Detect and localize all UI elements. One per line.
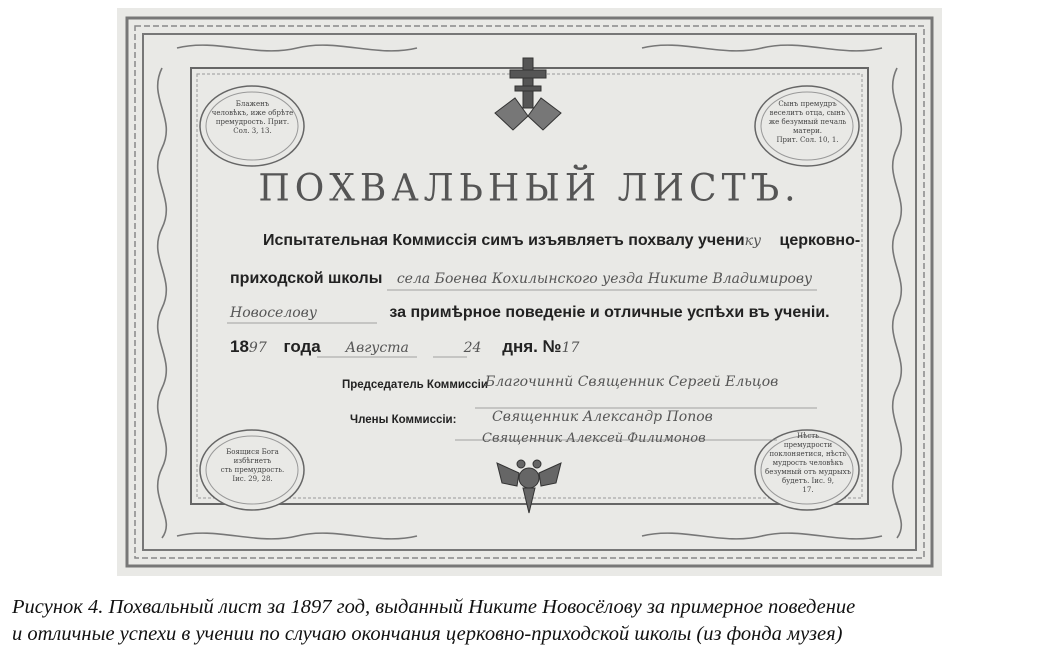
certificate-paper — [117, 8, 942, 576]
caption-line-2: и отличные успехи в учении по случаю окончания церковно-приходской школы (из фонда музея) — [12, 623, 843, 645]
month-hand: Августа — [345, 340, 409, 356]
certificate-photo — [117, 8, 942, 576]
text-line-date — [230, 337, 579, 357]
day-word: дня. № — [502, 337, 562, 356]
member1-signature: Священник Александр Попов — [492, 409, 713, 425]
eagle-emblem — [497, 460, 561, 513]
line3-hand: Новоселову — [230, 305, 317, 321]
day-hand: 24 — [463, 340, 482, 356]
quote-top-left: Блаженъ человѣкъ, иже обрѣте премудрость. Прит. Сол. 3, 13. — [211, 100, 294, 135]
number-hand: 17 — [561, 340, 580, 356]
line1-print: Испытательная Коммиссія симъ изъявляетъ похвалу учени — [263, 232, 745, 249]
year-hand: 97 — [248, 340, 267, 356]
line1-end: церковно- — [779, 232, 861, 249]
quote-bottom-right: Нѣсть премудрости поклоняетися, нѣсть мудрость человѣкъ безумный отъ мудрыхъ будетъ. Іис. 9, 17. — [765, 432, 851, 494]
line2-print: приходской школы — [230, 270, 383, 287]
figure-caption — [12, 594, 1057, 648]
chairman-label: Председатель Коммиссіи — [342, 379, 488, 391]
caption-line-1: Рисунок 4. Похвальный лист за 1897 год, выданный Никите Новосёлову за примерное поведение — [12, 596, 856, 618]
year-print: 18 — [230, 337, 249, 356]
text-line-1 — [263, 232, 860, 250]
year-word: года — [283, 337, 321, 356]
quote-top-right: Сынъ премудръ веселитъ отца, сынъ же безумный печаль матери. Прит. Сол. 10, 1. — [768, 100, 847, 144]
chairman-signature: Благочиннй Священник Сергей Ельцов — [485, 374, 779, 390]
certificate-title: ПОХВАЛЬНЫЙ ЛИСТЪ. — [258, 166, 801, 211]
member2-signature: Священник Алексей Филимонов — [482, 431, 706, 446]
quote-bottom-left: Боящися Бога избѣгнетъ сть премудрость. Іис. 29, 28. — [220, 448, 285, 483]
members-label: Члены Коммиссіи: — [350, 414, 457, 426]
line2-hand: села Боенва Кохилынского уезда Никите Владимирову — [396, 271, 813, 287]
line3-print: за примѣрное поведеніе и отличные успѣхи въ ученіи. — [389, 304, 830, 321]
text-line-2 — [230, 270, 812, 288]
line1-hand: ку — [744, 233, 762, 249]
text-line-3 — [230, 304, 830, 322]
